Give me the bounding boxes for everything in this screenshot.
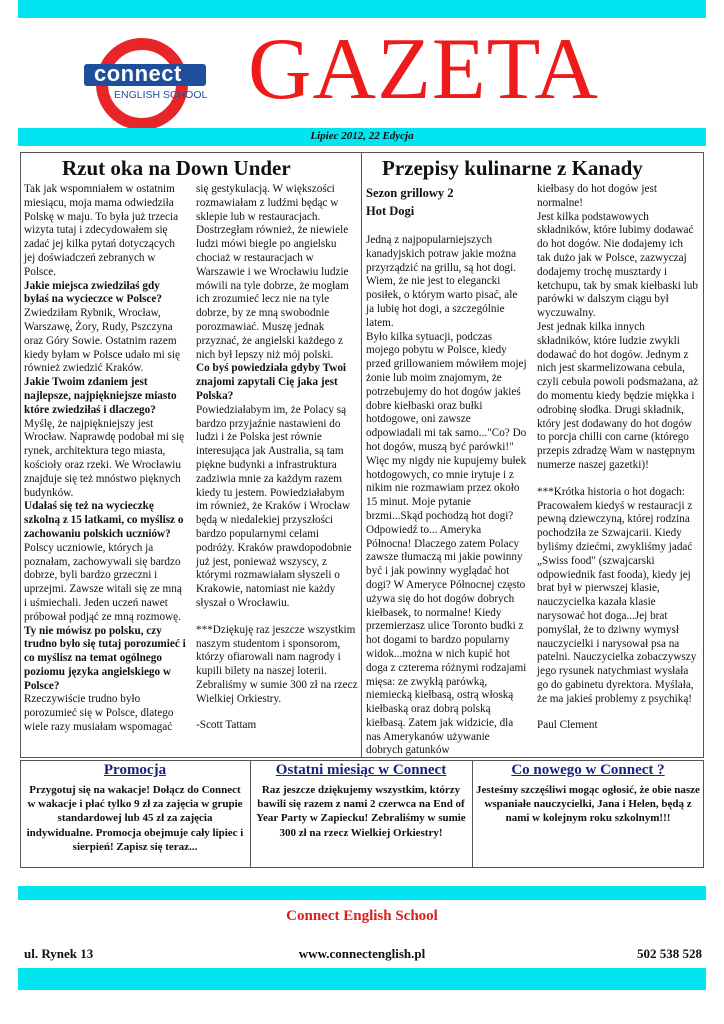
box-promocja-title: Promocja: [103, 762, 167, 778]
masthead-title: GAZETA: [248, 21, 599, 118]
a1c2-p0: się gestykulacją. W większości rozmawiałam z ludźmi będąc w sklepie lub w restauracjach. Dostrzegłam również, że niewiele ludzi mówi biegle po angielsku chociaż w restauracjach w Warszawie i we Wrocławiu ludzie mówili na tyle dobrze, że mogłam ich zrozumieć lecz nie na tyle dobrze, by ze mną swobodnie porozmawiać. Muszę jednak przyznać, że angielski każdego z nich był lepszy niż mój polski.: [196, 183, 349, 361]
box-whats-new: [476, 760, 700, 868]
a1c2-p3: ***Dziękuję raz jeszcze wszystkim naszym studentom i sponsorom, którzy ofiarowali nam nagrody i kupili bilety na naszej loterii. Zebraliśmy w sumie 300 zł na rzecz Wielkiej Orkiestry.: [196, 623, 358, 705]
a1c1-p0: Tak jak wspomniałem w ostatnim miesiącu, moja mama odwiedziła Polskę w maju. To była już trzecia wizyta tutaj i zdecydowałem się zadać jej kilka pytań dotyczących jej doświadczeń zebranych w Polsce.: [24, 183, 179, 278]
article2-subtitle2: Hot Dogi: [366, 204, 415, 218]
a2c2-p3: ***Krótka historia o hot dogach: Pracowałem kiedyś w restauracji z pewną dziewczyną, której rodzina pochodziła ze Szwajcarii. Kiedy byliśmy dziećmi, zwykliśmy jadać „Swiss food" (szwajcarski odpowiednik fast fooda), kiedy jej brat był w pierwszej klasie, nauczycielka kazała klasie narysować hot doga...Jej brat pomyślał, że to dziwny wymysł nauczycielki i narysował psa na patelni. Nauczycielka zobaczywszy jego rysunek natychmiast wysłała go do gabinetu dyrektora. Myślała, że ma jakieś problemy z psychiką!: [537, 485, 697, 705]
footer-website[interactable]: www.connectenglish.pl: [298, 946, 426, 961]
article1-title: Rzut oka na Down Under: [62, 156, 291, 180]
issue-line: Lipiec 2012, 22 Edycja: [310, 130, 414, 142]
logo-brand-text: connect: [94, 61, 182, 86]
a2c2-signature: Paul Clement: [537, 719, 598, 732]
a2c2-p2: Jest jednak kilka innych składników, które ludzie zwykli dodawać do hot dogów. Jednym z nich jest skarmelizowana cebula, czyli cebula powoli podsmażana, aż do momentu kiedy będzie miękka i odrobinę słodka. Drugi składnik, który jest dodawany do hot dogów to porcja chilli con carne (którego przepis zdradzę Wam w następnym numerze naszej gazetki)!: [537, 320, 699, 471]
top-accent-bar: [18, 0, 706, 18]
article1-column2: [196, 183, 358, 733]
footer-school-name: Connect English School: [286, 908, 438, 924]
box-whats-new-title: Co nowego w Connect ?: [511, 762, 665, 778]
box-last-month-text: Raz jeszcze dziękujemy wszystkim, którzy bawili się razem z nami 2 czerwca na End of Year Party w Zapiecku! Zebraliśmy w sumie 300 zł na rzecz Wielkiej Orkiestry!: [256, 784, 466, 839]
a2c1-p1: Było kilka sytuacji, podczas mojego pobytu w Polsce, kiedy przed grillowaniem mówiłem mojej żonie lub moim znajomym, że potrzebujemy do hot dogów jakieś dobre kiełbaski oraz bułki hotdogowe, oni zawsze odpowiadali mi tak samo..."Co? Do hot dogów, muszą być parówki!": [366, 330, 527, 453]
article2-column2: [537, 183, 699, 733]
box-last-month: [254, 760, 468, 868]
a2c1-p2: Więc my nigdy nie kupujemy bułek hotdogowych, co mnie irytuje i z nikim nie rozmawiam przez około 15 minut. Moje pytanie brzmi...Skąd pochodzą hot dogi? Odpowiedź to... Ameryka Północna! Dlaczego zatem Polacy zawsze tłumaczą mi jakie powinny być i jak powinny wyglądać hot dogi? W Ameryce Północnej często używa się do hot dogów dobrych kiełbasek, to normalne! Kiedy przemierzasz ulice Toronto budki z hot dogami to bardzo popularny widok...można w nich kupić hot doga z czterema różnymi rodzajami mięsa: ze zwykłą parówką, niemiecką kiełbasą, ostrą włoską kiełbaską oraz dobrą polską kiełbasą. Zatem jak widzicie, dla nas Amerykanów używanie dobrych gatunków: [366, 454, 527, 757]
article2-title: Przepisy kulinarne z Kanady: [382, 156, 643, 180]
a1c1-p4: Myślę, że najpiękniejszy jest Wrocław. Naprawdę podobał mi się rynek, architektura tego miasta, kościoły oraz rzeki. We Wrocławiu znajduje się też mnóstwo pięknych budynków.: [24, 417, 185, 499]
a1c2-signature: -Scott Tattam: [196, 719, 257, 732]
connect-logo: [78, 34, 228, 134]
footer-bar-top: [18, 886, 706, 900]
article2-column1: [366, 184, 528, 758]
a1c1-q7: Ty nie mówisz po polsku, czy trudno było się tutaj porozumieć i co myślisz na temat ogólnego poziomu języka angielskiego w Polsce?: [24, 624, 186, 692]
footer-bar-bottom: [18, 968, 706, 990]
logo-subtitle-text: ENGLISH SCHOOL: [114, 89, 208, 101]
article2-subtitle1: Sezon grillowy 2: [366, 186, 454, 200]
box-divider-1: [250, 760, 251, 868]
a2c1-p0: Jedną z najpopularniejszych kanadyjskich potraw jakie można przyrządzić na grillu, są hot dogi. Wiem, że nie jest to eleganckі posiłek, o którym warto pisać, ale ja lubię hot dogi, a szczególnie latem.: [366, 234, 518, 329]
a1c1-q5: Udałaś się też na wycieczkę szkolną z 15 latkami, co myślisz o zachowaniu polskich uczniów?: [24, 500, 184, 540]
box-promocja: [24, 760, 246, 868]
article-divider: [361, 152, 362, 758]
box-divider-2: [472, 760, 473, 868]
a1c1-q1: Jakie miejsca zwiedziłaś gdy byłaś na wycieczce w Polsce?: [24, 279, 162, 306]
article1-column1: [24, 183, 186, 735]
a1c1-p8: Rzeczywiście trudno było porozumieć się w Polsce, dlatego wiele razy musiałam wspomagać: [24, 693, 174, 734]
a1c2-q1: Co byś powiedziała gdyby Twoi znajomi zapytali Cię jaka jest Polska?: [196, 362, 347, 402]
a1c1-p6: Polscy uczniowie, których ja poznałam, zachowywali się bardzo dobrze, byli bardzo grzeczni i uprzejmi. Zawsze witali się ze mną i uśmiechali. Jeden uczeń nawet próbował podjąć ze mną rozmowę.: [24, 541, 182, 623]
a2c2-p0: kiełbasy do hot dogów jest normalne!: [537, 183, 657, 209]
footer-phone: 502 538 528: [637, 946, 702, 961]
a1c1-p2: Zwiedziłam Rybnik, Wrocław, Warszawę, Żory, Rudy, Pszczyna oraz Góry Sowie. Ostatnim razem kiedy byłam w Polsce udało mi się również zwiedzić Kraków.: [24, 307, 180, 375]
footer-address: ul. Rynek 13: [24, 946, 94, 961]
a1c2-p2: Powiedziałabym im, że Polacy są bardzo przyjaźnie nastawieni do ludzi i że Polska jest równie interesująca jak Australia, są tam piękne budynki a infrastruktura zadziwia mnie za każdym razem kiedy tu jestem. Powiedziałabym im również, że Kraków i Wrocław będą w niedalekiej przyszłości bardzo popularnymi celami podróży. Kraków prawdopodobnie już jest, ponieważ wszyscy, z którymi rozmawiałam słyszeli o Krakowie, natomiast nie każdy słyszał o Wrocławiu.: [196, 403, 352, 609]
box-promocja-text: Przygotuj się na wakacje! Dołącz do Connect w wakacje i płać tylko 9 zł za zajęcia w grupie standardowej lub 45 zł za zajęcia indywidualne. Promocja obejmuje cały lipiec i sierpień! Zapisz się teraz...: [26, 784, 244, 853]
a1c1-q3: Jakie Twoim zdaniem jest najlepsze, najpiękniejsze miasto które zwiedziłaś i dlaczego?: [24, 376, 177, 416]
a2c2-p1: Jest kilka podstawowych składników, które lubimy dodawać do hot dogów. Nie dodajemy ich tak dużo jak w Polsce, zazwyczaj dodajemy trochę musztardy i ketchupu, tak by smak kiełbaski lub parówki w dalszym ciągu był wyczuwalny.: [537, 210, 698, 320]
box-last-month-title: Ostatni miesiąc w Connect: [275, 762, 447, 778]
box-whats-new-text: Jesteśmy szczęśliwi mogąc ogłosić, że obie nasze wspaniałe nauczycielki, Jana i Helen, będą z nami w kolejnym roku szkolnym!!!: [476, 784, 700, 825]
